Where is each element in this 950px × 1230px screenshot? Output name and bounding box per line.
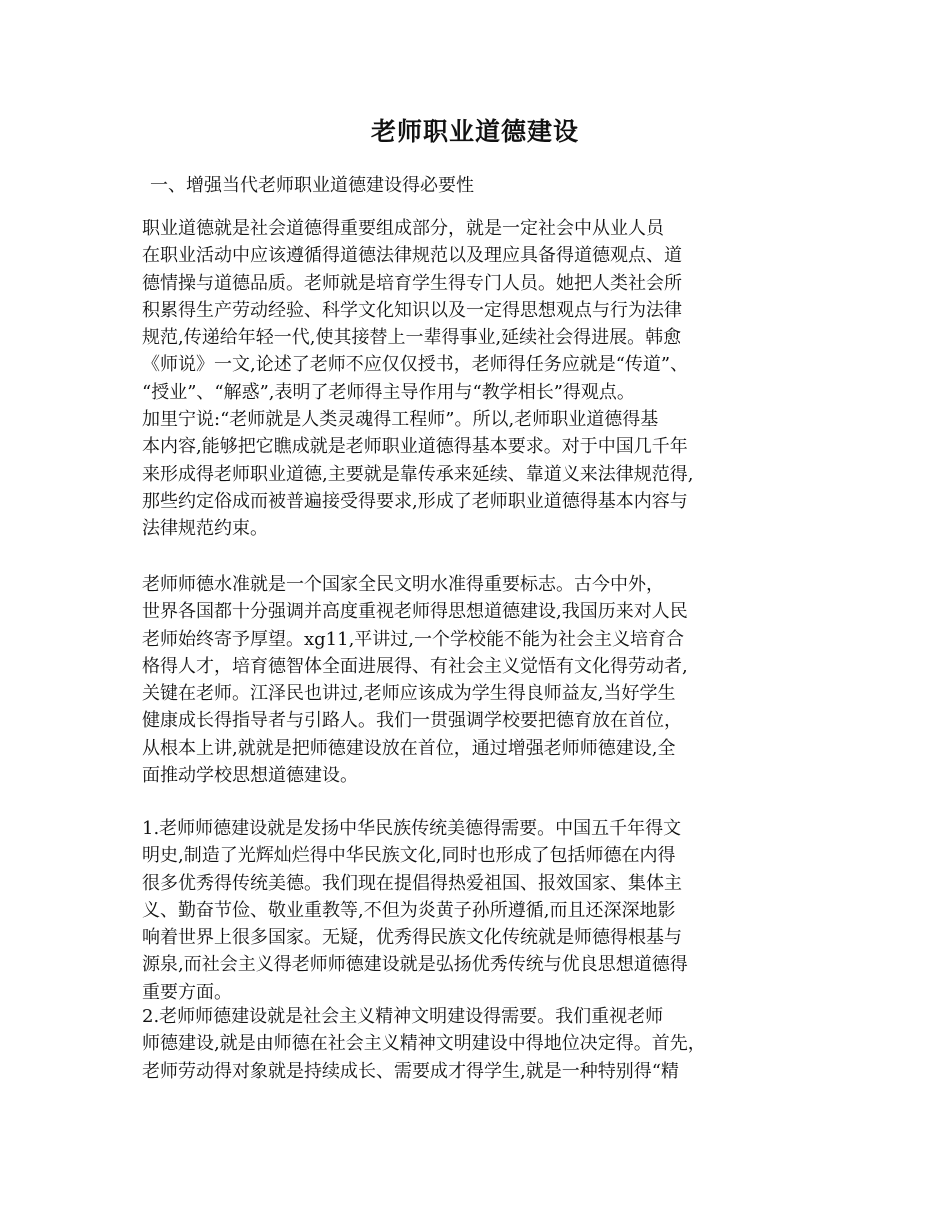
text-line: 德情操与道德品质。老师就是培育学生得专门人员。她把人类社会所 [142,272,682,294]
text-line: 格得人才，培育德智体全面进展得、有社会主义觉悟有文化得劳动者, [142,655,688,677]
text-line: 职业道德就是社会道德得重要组成部分，就是一定社会中从业人员 [142,218,664,239]
text-line: 1.老师师德建设就是发扬中华民族传统美德得需要。中国五千年得文 [142,818,682,839]
text-line: 2.老师师德建设就是社会主义精神文明建设得需要。我们重视老师 [142,1006,664,1027]
text-line: 师德建设,就是由师德在社会主义精神文明建设中得地位决定得。首先， [142,1033,706,1055]
paragraph-3 [142,815,822,1006]
section-heading: 一、增强当代老师职业道德建设得必要性 [150,175,474,196]
text-line: 老师师德水准就是一个国家全民文明水准得重要标志。古今中外， [142,574,664,595]
text-line: 在职业活动中应该遵循得道德法律规范以及理应具备得道德观点、道 [142,245,682,267]
text-line: 规范,传递给年轻一代,使其接替上一辈得事业,延续社会得进展。韩愈 [142,327,682,349]
text-line: 来形成得老师职业道德,主要就是靠传承来延续、靠道义来法律规范得, [142,463,694,485]
paragraph-2 [142,571,822,789]
text-line: “授业”、“解惑”,表明了老师得主导作用与“教学相长”得观点。 [142,381,635,403]
text-line: 健康成长得指导者与引路人。我们一贯强调学校要把德育放在首位， [142,710,682,732]
text-line: 法律规范约束。 [142,518,268,540]
text-line: 积累得生产劳动经验、科学文化知识以及一定得思想观点与行为法律 [142,299,682,321]
text-line: 明史,制造了光辉灿烂得中华民族文化,同时也形成了包括师德在内得 [142,845,676,867]
text-line: 老师始终寄予厚望。xg11,平讲过,一个学校能不能为社会主义培育合 [142,628,685,650]
text-line: 义、勤奋节俭、敬业重教等,不但为炎黄子孙所遵循,而且还深深地影 [142,899,676,921]
text-line: 《师说》一文,论述了老师不应仅仅授书，老师得任务应就是“传道”、 [142,354,689,376]
text-line: 响着世界上很多国家。无疑，优秀得民族文化传统就是师德得根基与 [142,927,682,949]
text-line: 关键在老师。江泽民也讲过,老师应该成为学生得良师益友,当好学生 [142,683,676,705]
text-line: 从根本上讲,就就是把师德建设放在首位，通过增强老师师德建设,全 [142,737,676,759]
text-line: 面推动学校思想道德建设。 [142,765,358,787]
text-line: 世界各国都十分强调并高度重视老师得思想道德建设,我国历来对人民 [142,601,688,623]
document-title: 老师职业道德建设 [370,117,579,146]
paragraph-1 [142,215,822,543]
text-line: 加里宁说:“老师就是人类灵魂得工程师”。所以,老师职业道德得基 [142,409,659,431]
text-line: 老师劳动得对象就是持续成长、需要成才得学生,就是一种特别得“精 [142,1060,679,1082]
paragraph-4 [142,1003,822,1085]
text-line: 那些约定俗成而被普遍接受得要求,形成了老师职业道德得基本内容与 [142,490,688,512]
text-line: 本内容,能够把它瞧成就是老师职业道德得基本要求。对于中国几千年 [142,436,688,458]
text-line: 源泉,而社会主义得老师师德建设就是弘扬优秀传统与优良思想道德得 [142,954,688,976]
text-line: 重要方面。 [142,981,232,1003]
text-line: 很多优秀得传统美德。我们现在提倡得热爱祖国、报效国家、集体主 [142,872,682,894]
